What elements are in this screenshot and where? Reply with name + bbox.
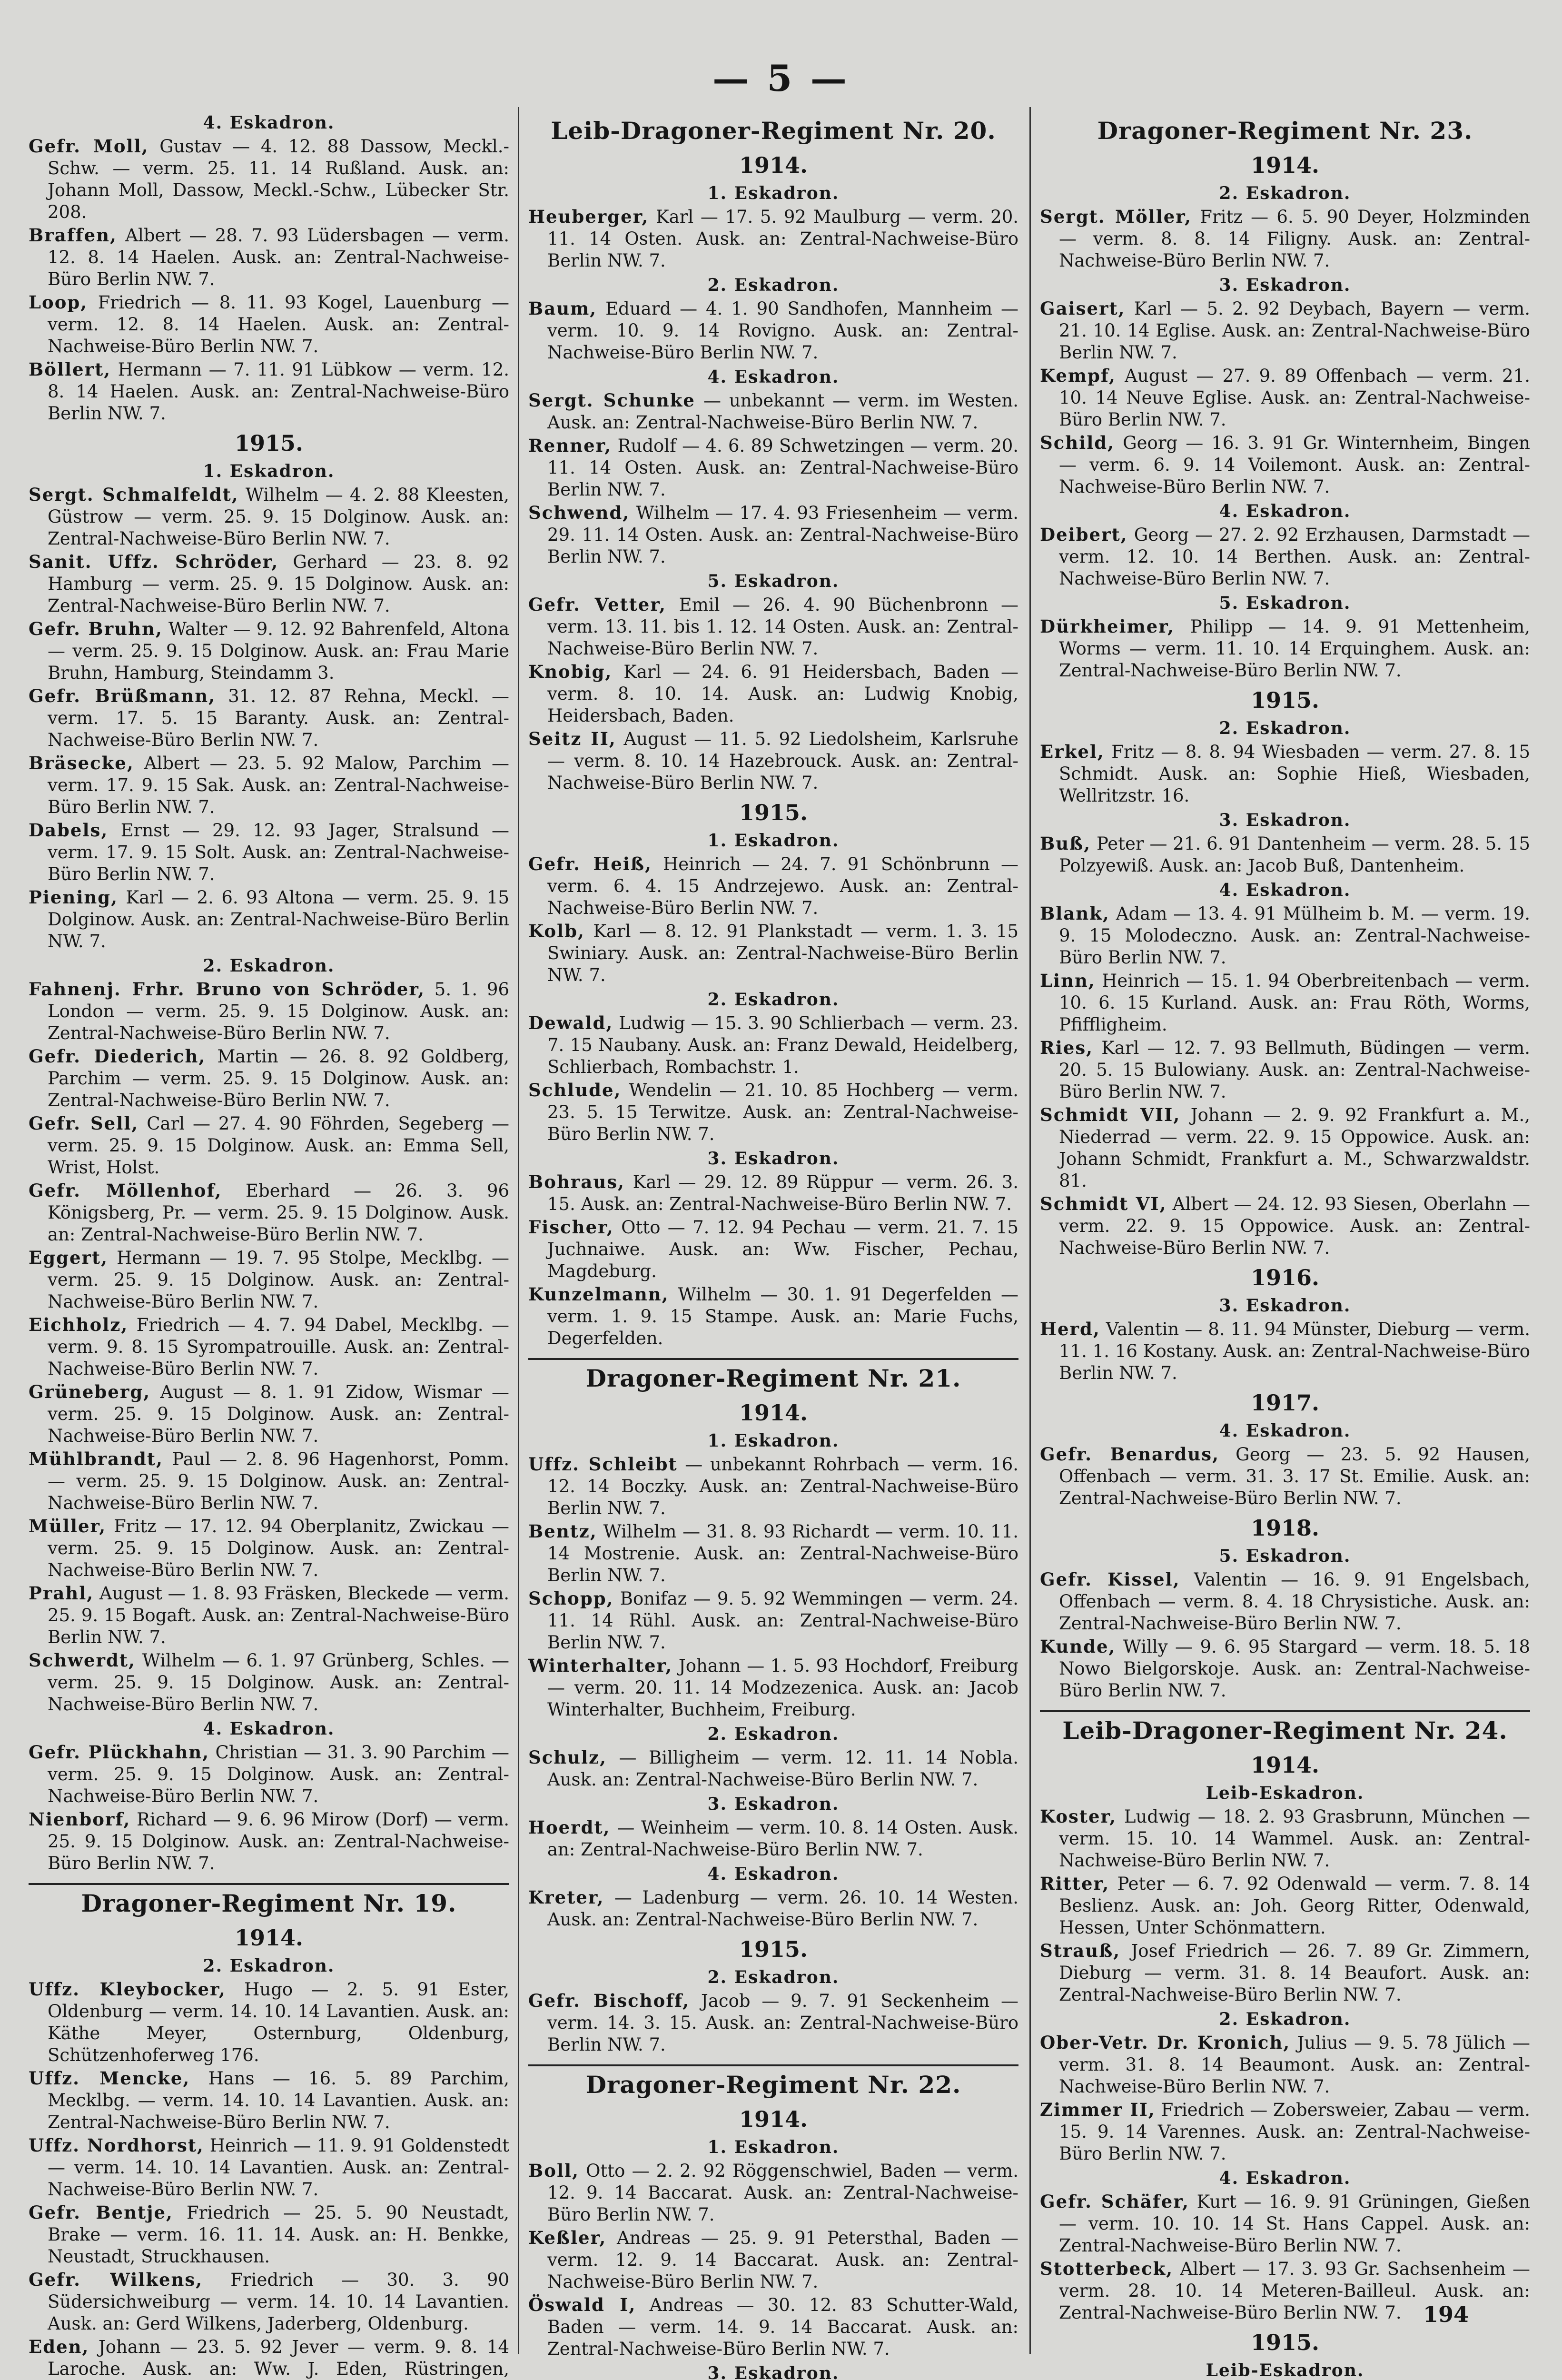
casualty-entry <box>528 1587 1018 1654</box>
entry-details: Philipp — 14. 9. 91 Mettenheim, Worms — verm. 11. 10. 14 Erquinghem. Ausk. an: Zentral-Nachweise-Büro Berlin NW. 7. <box>1059 616 1530 681</box>
entry-details: Wilhelm — 6. 1. 97 Grünberg, Schles. — verm. 25. 9. 15 Dolginow. Ausk. an: Zentral-Nachweise-Büro Berlin NW. 7. <box>48 1650 509 1715</box>
squadron-heading: 3. Eskadron. <box>1219 1296 1351 1316</box>
casualty-entry <box>29 1247 509 1313</box>
squadron-heading: 1. Eskadron. <box>707 831 840 851</box>
casualty-entry <box>1040 206 1530 272</box>
entry-name: Kunzelmann, <box>528 1284 669 1305</box>
entry-details: Peter — 21. 6. 91 Dantenheim — verm. 28. 5. 15 Polzyewiß. Ausk. an: Jacob Buß, Dantenheim. <box>1059 833 1530 876</box>
entry-name: Stotterbeck, <box>1040 2258 1174 2279</box>
casualty-entry <box>528 2160 1018 2226</box>
entry-name: Winterhalter, <box>528 1655 673 1676</box>
squadron-heading: 2. Eskadron. <box>707 275 840 295</box>
year-heading: 1915. <box>1250 2330 1320 2355</box>
squadron-heading: 1. Eskadron. <box>707 1431 840 1451</box>
entry-details: Otto — 2. 2. 92 Röggenschwiel, Baden — verm. 12. 9. 14 Baccarat. Ausk. an: Zentral-Nachweise-Büro Berlin NW. 7. <box>547 2161 1018 2225</box>
entry-name: Ober-Vetr. Dr. Kronich, <box>1040 2032 1291 2053</box>
footer-number: 194 <box>1423 2301 1469 2327</box>
entry-details: Wilhelm — 17. 4. 93 Friesenheim — verm. 29. 11. 14 Osten. Ausk. an: Zentral-Nachweise-Büro Berlin NW. 7. <box>547 503 1018 567</box>
entry-name: Heuberger, <box>528 206 649 227</box>
regiment-heading: Dragoner-Regiment Nr. 23. <box>1097 117 1473 145</box>
casualty-entry <box>29 618 509 684</box>
year-heading: 1916. <box>1250 1265 1320 1290</box>
casualty-entry <box>1040 524 1530 590</box>
casualty-entry <box>528 1655 1018 1721</box>
entry-name: Uffz. Schleibt <box>528 1454 678 1475</box>
entry-details: Georg — 16. 3. 91 Gr. Winternheim, Bingen — verm. 6. 9. 14 Voilemont. Ausk. an: Zentral-Nachweise-Büro Berlin NW. 7. <box>1059 433 1530 497</box>
squadron-heading: Leib-Eskadron. <box>1206 2360 1364 2380</box>
page-number: — 5 — <box>712 57 850 99</box>
entry-name: Gefr. Benardus, <box>1040 1444 1219 1465</box>
entry-details: Paul — 2. 8. 96 Hagenhorst, Pomm. — verm. 25. 9. 15 Dolginow. Ausk. an: Zentral-Nachweise-Büro Berlin NW. 7. <box>48 1449 509 1513</box>
entry-name: Uffz. Kleybocker, <box>29 1979 226 2000</box>
casualty-entry <box>1040 1873 1530 1939</box>
entry-details: August — 1. 8. 93 Fräsken, Bleckede — verm. 25. 9. 15 Bogaft. Ausk. an: Zentral-Nachweise-Büro Berlin NW. 7. <box>48 1583 509 1647</box>
entry-name: Gefr. Wilkens, <box>29 2269 203 2290</box>
entry-details: August — 8. 1. 91 Zidow, Wismar — verm. 25. 9. 15 Dolginow. Ausk. an: Zentral-Nachweise-Büro Berlin NW. 7. <box>48 1382 509 1446</box>
entry-details: Albert — 28. 7. 93 Lüdersbagen — verm. 12. 8. 14 Haelen. Ausk. an: Zentral-Nachweise-Büro Berlin NW. 7. <box>48 225 509 289</box>
squadron-heading: 5. Eskadron. <box>1219 1546 1351 1566</box>
entry-name: Nienborf, <box>29 1809 131 1830</box>
entry-details: Albert — 17. 3. 93 Gr. Sachsenheim — verm. 28. 10. 14 Meteren-Bailleul. Ausk. an: Zentral-Nachweise-Büro Berlin NW. 7. <box>1059 2259 1530 2323</box>
casualty-entry <box>1040 298 1530 364</box>
entry-details: 5. 1. 96 London — verm. 25. 9. 15 Dolginow. Ausk. an: Zentral-Nachweise-Büro Berlin NW. 7. <box>48 979 509 1043</box>
casualty-entry <box>528 1216 1018 1282</box>
regiment-heading: Leib-Dragoner-Regiment Nr. 20. <box>551 117 996 145</box>
casualty-entry <box>528 2227 1018 2293</box>
entry-name: Prahl, <box>29 1583 94 1604</box>
entry-name: Erkel, <box>1040 741 1105 762</box>
entry-name: Gefr. Brüßmann, <box>29 685 216 706</box>
entry-details: Bonifaz — 9. 5. 92 Wemmingen — verm. 24. 11. 14 Rühl. Ausk. an: Zentral-Nachweise-Büro Berlin NW. 7. <box>547 1588 1018 1653</box>
squadron-heading: 3. Eskadron. <box>707 1794 840 1814</box>
entry-name: Böllert, <box>29 359 111 380</box>
entry-details: — Billigheim — verm. 12. 11. 14 Nobla. Ausk. an: Zentral-Nachweise-Büro Berlin NW. 7. <box>547 1747 1018 1790</box>
entry-details: Heinrich — 15. 1. 94 Oberbreitenbach — verm. 10. 6. 15 Kurland. Ausk. an: Frau Röth, Worms, Pfiffligheim. <box>1059 971 1530 1035</box>
entry-name: Zimmer II, <box>1040 2099 1156 2120</box>
entry-details: Josef Friedrich — 26. 7. 89 Gr. Zimmern, Dieburg — verm. 31. 8. 14 Beaufort. Ausk. an: Zentral-Nachweise-Büro Berlin NW. 7. <box>1059 1941 1530 2005</box>
year-heading: 1914. <box>234 1925 304 1951</box>
entry-details: Fritz — 17. 12. 94 Oberplanitz, Zwickau — verm. 25. 9. 15 Dolginow. Ausk. an: Zentral-Nachweise-Büro Berlin NW. 7. <box>48 1516 509 1580</box>
entry-details: Fritz — 8. 8. 94 Wiesbaden — verm. 27. 8. 15 Schmidt. Ausk. an: Sophie Hieß, Wiesbaden, Wellritzstr. 16. <box>1059 742 1530 806</box>
squadron-heading: 4. Eskadron. <box>707 1864 840 1884</box>
casualty-entry <box>528 1012 1018 1078</box>
entry-details: Ernst — 29. 12. 93 Jager, Stralsund — verm. 17. 9. 15 Solt. Ausk. an: Zentral-Nachweise-Büro Berlin NW. 7. <box>48 820 509 884</box>
entry-name: Sergt. Schmalfeldt, <box>29 484 239 505</box>
entry-details: Carl — 27. 4. 90 Föhrden, Segeberg — verm. 25. 9. 15 Dolginow. Ausk. an: Emma Sell, Wrist, Holst. <box>48 1113 509 1178</box>
entry-name: Keßler, <box>528 2227 607 2248</box>
entry-details: Eduard — 4. 1. 90 Sandhofen, Mannheim — verm. 10. 9. 14 Rovigno. Ausk. an: Zentral-Nachweise-Büro Berlin NW. 7. <box>547 298 1018 363</box>
entry-name: Buß, <box>1040 833 1091 854</box>
casualty-entry <box>1040 1568 1530 1635</box>
casualty-entry <box>29 685 509 751</box>
entry-details: Hans — 16. 5. 89 Parchim, Mecklbg. — verm. 14. 10. 14 Lavantien. Ausk. an: Zentral-Nachweise-Büro Berlin NW. 7. <box>48 2068 510 2132</box>
column-right <box>1040 109 1531 2380</box>
entry-details: Heinrich — 11. 9. 91 Goldenstedt — verm. 14. 10. 14 Lavantien. Ausk. an: Zentral-Nachweise-Büro Berlin NW. 7. <box>48 2135 509 2200</box>
entry-name: Fahnenj. Frhr. Bruno von Schröder, <box>29 979 425 1000</box>
entry-name: Schmidt VII, <box>1040 1104 1181 1125</box>
entry-name: Bräsecke, <box>29 753 134 774</box>
entry-details: Christian — 31. 3. 90 Parchim — verm. 25. 9. 15 Dolginow. Ausk. an: Zentral-Nachweise-Büro Berlin NW. 7. <box>48 1742 509 1806</box>
squadron-heading: 2. Eskadron. <box>203 1956 335 1976</box>
entry-details: — unbekannt Rohrbach — verm. 16. 12. 14 Boczky. Ausk. an: Zentral-Nachweise-Büro Berlin NW. 7. <box>547 1454 1019 1518</box>
entry-details: Georg — 23. 5. 92 Hausen, Offenbach — verm. 31. 3. 17 St. Emilie. Ausk. an: Zentral-Nachweise-Büro Berlin NW. 7. <box>1059 1444 1530 1508</box>
casualty-entry <box>528 1079 1018 1145</box>
squadron-heading: 3. Eskadron. <box>707 1149 840 1169</box>
entry-name: Eden, <box>29 2336 89 2357</box>
entry-details: Gerhard — 23. 8. 92 Hamburg — verm. 25. 9. 15 Dolginow. Ausk. an: Zentral-Nachweise-Büro Berlin NW. 7. <box>48 552 510 616</box>
squadron-heading: 3. Eskadron. <box>707 2363 840 2380</box>
entry-name: Gefr. Plückhahn, <box>29 1742 210 1763</box>
casualty-entry <box>29 551 509 617</box>
entry-details: Wilhelm — 31. 8. 93 Richardt — verm. 10. 11. 14 Mostrenie. Ausk. an: Zentral-Nachweise-Büro Berlin NW. 7. <box>547 1521 1018 1586</box>
casualty-entry <box>29 1978 509 2066</box>
casualty-entry <box>528 1816 1018 1861</box>
entry-details: Hermann — 19. 7. 95 Stolpe, Mecklbg. — verm. 25. 9. 15 Dolginow. Ausk. an: Zentral-Nachweise-Büro Berlin NW. 7. <box>48 1248 509 1312</box>
casualty-entry <box>1040 615 1530 682</box>
casualty-entry <box>528 389 1018 434</box>
entry-details: Friedrich — Zobersweier, Zabau — verm. 15. 9. 14 Varennes. Ausk. an: Zentral-Nachweise-Büro Berlin NW. 7. <box>1059 2100 1530 2164</box>
squadron-heading: 2. Eskadron. <box>707 990 840 1010</box>
regiment-heading: Dragoner-Regiment Nr. 19. <box>29 1883 509 1919</box>
casualty-entry <box>29 1582 509 1648</box>
entry-name: Gaisert, <box>1040 298 1126 319</box>
entry-details: Karl — 24. 6. 91 Heidersbach, Baden — verm. 8. 10. 14. Ausk. an: Ludwig Knobig, Heidersbach, Baden. <box>547 662 1018 726</box>
squadron-heading: 5. Eskadron. <box>707 571 840 591</box>
entry-details: — unbekannt — verm. im Westen. Ausk. an: Zentral-Nachweise-Büro Berlin NW. 7. <box>547 390 1018 433</box>
casualty-entry <box>29 1314 509 1380</box>
entry-name: Schwerdt, <box>29 1650 136 1671</box>
entry-name: Gefr. Moll, <box>29 136 149 157</box>
entry-name: Seitz II, <box>528 728 616 749</box>
column-divider-right <box>1029 107 1031 2354</box>
casualty-entry <box>528 661 1018 727</box>
entry-details: Karl — 17. 5. 92 Maulburg — verm. 20. 11. 14 Osten. Ausk. an: Zentral-Nachweise-Büro Berlin NW. 7. <box>547 207 1018 271</box>
squadron-heading: 4. Eskadron. <box>203 1719 335 1739</box>
column-left <box>29 109 510 2379</box>
casualty-entry <box>528 1171 1018 1215</box>
entry-name: Bentz, <box>528 1521 597 1542</box>
casualty-entry <box>1040 1940 1530 2006</box>
entry-name: Renner, <box>528 435 612 456</box>
entry-details: Richard — 9. 6. 96 Mirow (Dorf) — verm. 25. 9. 15 Dolginow. Ausk. an: Zentral-Nachweise-Büro Berlin NW. 7. <box>48 1809 509 1874</box>
casualty-entry <box>1040 1318 1530 1384</box>
casualty-entry <box>29 484 509 550</box>
entry-details: Wilhelm — 4. 2. 88 Kleesten, Güstrow — verm. 25. 9. 15 Dolginow. Ausk. an: Zentral-Nachweise-Büro Berlin NW. 7. <box>48 485 509 549</box>
entry-name: Sanit. Uffz. Schröder, <box>29 551 279 572</box>
squadron-heading: 2. Eskadron. <box>707 1724 840 1744</box>
entry-name: Kolb, <box>528 921 585 942</box>
casualty-entry <box>528 728 1018 794</box>
squadron-heading: Leib-Eskadron. <box>1206 1783 1364 1803</box>
entry-details: Martin — 26. 8. 92 Goldberg, Parchim — verm. 25. 9. 15 Dolginow. Ausk. an: Zentral-Nachweise-Büro Berlin NW. 7. <box>48 1046 509 1111</box>
entry-details: Heinrich — 24. 7. 91 Schönbrunn — verm. 6. 4. 15 Andrzejewo. Ausk. an: Zentral-Nachweise-Büro Berlin NW. 7. <box>547 854 1018 918</box>
casualty-entry <box>528 502 1018 568</box>
entry-name: Eichholz, <box>29 1314 129 1335</box>
entry-name: Strauß, <box>1040 1940 1121 1961</box>
entry-name: Dewald, <box>528 1012 613 1033</box>
casualty-entry <box>29 978 509 1044</box>
casualty-entry <box>528 1453 1018 1519</box>
year-heading: 1914. <box>739 152 808 178</box>
entry-name: Gefr. Bruhn, <box>29 618 163 639</box>
entry-details: Ludwig — 18. 2. 93 Grasbrunn, München — verm. 15. 10. 14 Wammel. Ausk. an: Zentral-Nachweise-Büro Berlin NW. 7. <box>1059 1806 1530 1871</box>
entry-details: Adam — 13. 4. 91 Mülheim b. M. — verm. 19. 9. 15 Molodeczno. Ausk. an: Zentral-Nachweise-Büro Berlin NW. 7. <box>1059 903 1530 968</box>
entry-details: Fritz — 6. 5. 90 Deyer, Holzminden — verm. 8. 8. 14 Filigny. Ausk. an: Zentral-Nachweise-Büro Berlin NW. 7. <box>1059 207 1531 271</box>
entry-name: Gefr. Schäfer, <box>1040 2191 1190 2212</box>
entry-details: Peter — 6. 7. 92 Odenwald — verm. 7. 8. 14 Beslienz. Ausk. an: Joh. Georg Ritter, Odenwald, Hessen, Unter Schönmattern. <box>1059 1874 1530 1938</box>
entry-name: Sergt. Schunke <box>528 390 695 411</box>
squadron-heading: 1. Eskadron. <box>203 461 335 481</box>
entry-details: Albert — 24. 12. 93 Siesen, Oberlahn — verm. 22. 9. 15 Oppowice. Ausk. an: Zentral-Nachweise-Büro Berlin NW. 7. <box>1059 1194 1530 1258</box>
casualty-entry <box>29 2134 509 2201</box>
casualty-entry <box>528 298 1018 364</box>
regiment-heading: Leib-Dragoner-Regiment Nr. 24. <box>1040 1710 1530 1746</box>
entry-details: August — 11. 5. 92 Liedolsheim, Karlsruhe — verm. 8. 10. 14 Hazebrouck. Ausk. an: Zentral-Nachweise-Büro Berlin NW. 7. <box>547 729 1019 793</box>
entry-name: Gefr. Sell, <box>29 1113 139 1134</box>
entry-name: Herd, <box>1040 1319 1100 1339</box>
entry-details: Emil — 26. 4. 90 Büchenbronn — verm. 13. 11. bis 1. 12. 14 Osten. Ausk. an: Zentral-Nachweise-Büro Berlin NW. 7. <box>547 595 1019 659</box>
entry-name: Gefr. Heiß, <box>528 853 652 874</box>
entry-name: Ries, <box>1040 1037 1094 1058</box>
year-heading: 1915. <box>739 800 808 825</box>
casualty-entry <box>1040 970 1530 1036</box>
entry-details: — Weinheim — verm. 10. 8. 14 Osten. Ausk. an: Zentral-Nachweise-Büro Berlin NW. 7. <box>547 1817 1018 1860</box>
entry-details: Wilhelm — 30. 1. 91 Degerfelden — verm. 1. 9. 15 Stampe. Ausk. an: Marie Fuchs, Degerfelden. <box>547 1284 1018 1349</box>
entry-name: Baum, <box>528 298 597 319</box>
casualty-entry <box>528 1746 1018 1791</box>
casualty-entry <box>29 886 509 952</box>
entry-name: Mühlbrandt, <box>29 1448 163 1469</box>
entry-name: Gefr. Diederich, <box>29 1046 206 1067</box>
entry-name: Bohraus, <box>528 1171 625 1192</box>
entry-details: Eberhard — 26. 3. 96 Königsberg, Pr. — verm. 25. 9. 15 Dolginow. Ausk. an: Zentral-Nachweise-Büro Berlin NW. 7. <box>48 1180 509 1245</box>
entry-name: Müller, <box>29 1516 107 1537</box>
entry-name: Schopp, <box>528 1588 614 1609</box>
casualty-entry <box>29 224 509 290</box>
entry-name: Schulz, <box>528 1747 607 1768</box>
casualty-entry <box>29 1649 509 1716</box>
casualty-entry <box>528 1990 1018 2056</box>
entry-name: Kempf, <box>1040 365 1116 386</box>
year-heading: 1914. <box>739 1400 808 1426</box>
casualty-entry <box>528 920 1018 986</box>
entry-details: Albert — 23. 5. 92 Malow, Parchim — verm. 17. 9. 15 Sak. Ausk. an: Zentral-Nachweise-Büro Berlin NW. 7. <box>48 753 509 817</box>
entry-name: Eggert, <box>29 1247 108 1268</box>
entry-name: Gefr. Bischoff, <box>528 1990 690 2011</box>
casualty-entry <box>29 819 509 885</box>
casualty-entry <box>29 1045 509 1111</box>
year-heading: 1917. <box>1250 1390 1320 1416</box>
casualty-entry <box>528 594 1018 660</box>
casualty-entry <box>528 1520 1018 1587</box>
entry-details: Gustav — 4. 12. 88 Dassow, Meckl.-Schw. — verm. 25. 11. 14 Rußland. Ausk. an: Johann Moll, Dassow, Meckl.-Schw., Lübecker Str. 208. <box>48 136 509 222</box>
entry-details: Johann — 23. 5. 92 Jever — verm. 9. 8. 14 Laroche. Ausk. an: Ww. J. Eden, Rüstringen, <box>48 2337 509 2379</box>
entry-details: Hermann — 7. 11. 91 Lübkow — verm. 12. 8. 14 Haelen. Ausk. an: Zentral-Nachweise-Büro Berlin NW. 7. <box>48 359 509 424</box>
column-divider-left <box>518 107 519 2354</box>
casualty-entry <box>528 435 1018 501</box>
casualty-entry <box>1040 833 1530 877</box>
entry-details: Julius — 9. 5. 78 Jülich — verm. 31. 8. 14 Beaumont. Ausk. an: Zentral-Nachweise-Büro Berlin NW. 7. <box>1059 2033 1530 2097</box>
entry-name: Braffen, <box>29 225 117 246</box>
casualty-entry <box>29 1808 509 1874</box>
entry-name: Boll, <box>528 2160 579 2181</box>
casualty-entry <box>1040 365 1530 431</box>
year-heading: 1918. <box>1250 1515 1320 1541</box>
year-heading: 1915. <box>234 430 304 456</box>
entry-details: Johann — 1. 5. 93 Hochdorf, Freiburg — verm. 20. 11. 14 Modzezenica. Ausk. an: Jacob Winterhalter, Buchheim, Freiburg. <box>547 1656 1018 1720</box>
entry-name: Knobig, <box>528 661 613 682</box>
entry-details: Rudolf — 4. 6. 89 Schwetzingen — verm. 20. 11. 14 Osten. Ausk. an: Zentral-Nachweise-Büro Berlin NW. 7. <box>547 436 1018 500</box>
casualty-entry <box>528 1886 1018 1931</box>
entry-details: Walter — 9. 12. 92 Bahrenfeld, Altona — verm. 25. 9. 15 Dolginow. Ausk. an: Frau Marie Bruhn, Hamburg, Steindamm 3. <box>48 619 509 683</box>
entry-name: Dabels, <box>29 820 109 841</box>
entry-details: Valentin — 16. 9. 91 Engelsbach, Offenbach — verm. 8. 4. 18 Chrysistiche. Ausk. an: Zentral-Nachweise-Büro Berlin NW. 7. <box>1059 1569 1530 1634</box>
entry-name: Loop, <box>29 292 88 313</box>
squadron-heading: 3. Eskadron. <box>1219 810 1351 830</box>
casualty-entry <box>1040 2191 1530 2257</box>
squadron-heading: 2. Eskadron. <box>707 1967 840 1987</box>
casualty-entry <box>29 2202 509 2268</box>
squadron-heading: 4. Eskadron. <box>1219 2168 1351 2188</box>
regiment-heading: Dragoner-Regiment Nr. 22. <box>528 2064 1018 2101</box>
entry-details: Friedrich — 4. 7. 94 Dabel, Mecklbg. — verm. 9. 8. 15 Syrompatrouille. Ausk. an: Zentral-Nachweise-Büro Berlin NW. 7. <box>48 1315 509 1379</box>
entry-details: Wendelin — 21. 10. 85 Hochberg — verm. 23. 5. 15 Terwitze. Ausk. an: Zentral-Nachweise-Büro Berlin NW. 7. <box>547 1080 1018 1144</box>
entry-name: Fischer, <box>528 1217 614 1238</box>
entry-name: Uffz. Nordhorst, <box>29 2135 204 2156</box>
casualty-entry <box>29 1741 509 1807</box>
casualty-entry <box>29 1448 509 1514</box>
casualty-entry <box>29 1112 509 1179</box>
entry-details: August — 27. 9. 89 Offenbach — verm. 21. 10. 14 Neuve Eglise. Ausk. an: Zentral-Nachweise-Büro Berlin NW. 7. <box>1059 366 1530 430</box>
casualty-entry <box>29 135 509 223</box>
entry-details: Otto — 7. 12. 94 Pechau — verm. 21. 7. 15 Juchnaiwe. Ausk. an: Ww. Fischer, Pechau, Magdeburg. <box>547 1217 1018 1281</box>
entry-details: Friedrich — 8. 11. 93 Kogel, Lauenburg — verm. 12. 8. 14 Haelen. Ausk. an: Zentral-Nachweise-Büro Berlin NW. 7. <box>48 292 509 357</box>
entry-name: Schmidt VI, <box>1040 1193 1167 1214</box>
casualty-entry <box>1040 2032 1530 2098</box>
entry-name: Kreter, <box>528 1887 604 1908</box>
entry-details: Karl — 29. 12. 89 Rüppur — verm. 26. 3. 15. Ausk. an: Zentral-Nachweise-Büro Berlin NW. 7. <box>547 1172 1018 1214</box>
entry-name: Gefr. Bentje, <box>29 2202 173 2223</box>
entry-details: Andreas — 25. 9. 91 Petersthal, Baden — verm. 12. 9. 14 Baccarat. Ausk. an: Zentral-Nachweise-Büro Berlin NW. 7. <box>547 2228 1018 2292</box>
entry-name: Koster, <box>1040 1806 1117 1827</box>
casualty-entry <box>29 291 509 357</box>
squadron-heading: 4. Eskadron. <box>707 367 840 387</box>
entry-details: 31. 12. 87 Rehna, Meckl. — verm. 17. 5. 15 Baranty. Ausk. an: Zentral-Nachweise-Büro Berlin NW. 7. <box>48 686 509 750</box>
entry-details: Andreas — 30. 12. 83 Schutter-Wald, Baden — verm. 14. 9. 14 Baccarat. Ausk. an: Zentral-Nachweise-Büro Berlin NW. 7. <box>547 2295 1018 2359</box>
squadron-heading: 4. Eskadron. <box>1219 501 1351 521</box>
year-heading: 1914. <box>1250 1752 1320 1778</box>
casualty-entry <box>29 1180 509 1246</box>
entry-details: Kurt — 16. 9. 91 Grüningen, Gießen — verm. 10. 10. 14 St. Hans Cappel. Ausk. an: Zentral-Nachweise-Büro Berlin NW. 7. <box>1059 2192 1531 2256</box>
entry-name: Hoerdt, <box>528 1817 611 1838</box>
squadron-heading: 4. Eskadron. <box>1219 880 1351 900</box>
column-middle <box>528 109 1019 2380</box>
casualty-entry <box>528 206 1018 272</box>
squadron-heading: 4. Eskadron. <box>203 113 335 133</box>
entry-name: Uffz. Mencke, <box>29 2068 190 2089</box>
entry-details: Willy — 9. 6. 95 Stargard — verm. 18. 5. 18 Nowo Bielgorskoje. Ausk. an: Zentral-Nachweise-Büro Berlin NW. 7. <box>1059 1636 1530 1701</box>
casualty-entry <box>29 752 509 818</box>
casualty-entry <box>1040 1037 1530 1103</box>
entry-name: Piening, <box>29 887 119 908</box>
year-heading: 1915. <box>739 1936 808 1962</box>
casualty-entry <box>1040 1443 1530 1509</box>
entry-name: Blank, <box>1040 903 1110 924</box>
entry-name: Linn, <box>1040 970 1096 991</box>
squadron-heading: 1. Eskadron. <box>707 183 840 203</box>
entry-name: Schwend, <box>528 502 630 523</box>
casualty-entry <box>1040 2099 1530 2165</box>
squadron-heading: 2. Eskadron. <box>203 956 335 976</box>
entry-details: Johann — 2. 9. 92 Frankfurt a. M., Niederrad — verm. 22. 9. 15 Oppowice. Ausk. an: Johann Schmidt, Frankfurt a. M., Schwarzwaldstr. 81. <box>1059 1105 1530 1191</box>
entry-details: Karl — 2. 6. 93 Altona — verm. 25. 9. 15 Dolginow. Ausk. an: Zentral-Nachweise-Büro Berlin NW. 7. <box>48 887 509 952</box>
entry-name: Sergt. Möller, <box>1040 206 1192 227</box>
casualty-entry <box>528 853 1018 919</box>
year-heading: 1915. <box>1250 687 1320 713</box>
entry-details: — Ladenburg — verm. 26. 10. 14 Westen. Ausk. an: Zentral-Nachweise-Büro Berlin NW. 7. <box>547 1887 1018 1930</box>
casualty-entry <box>1040 1805 1530 1872</box>
casualty-entry <box>1040 432 1530 498</box>
entry-name: Kunde, <box>1040 1636 1116 1657</box>
entry-name: Ritter, <box>1040 1873 1110 1894</box>
casualty-entry <box>29 1515 509 1581</box>
squadron-heading: 3. Eskadron. <box>1219 275 1351 295</box>
casualty-entry <box>29 2336 509 2380</box>
entry-name: Grüneberg, <box>29 1381 151 1402</box>
casualty-entry <box>1040 1193 1530 1259</box>
entry-name: Öswald I, <box>528 2294 636 2315</box>
squadron-heading: 2. Eskadron. <box>1219 2009 1351 2029</box>
casualty-entry <box>1040 902 1530 969</box>
entry-details: Karl — 5. 2. 92 Deybach, Bayern — verm. 21. 10. 14 Eglise. Ausk. an: Zentral-Nachweise-Büro Berlin NW. 7. <box>1059 298 1530 363</box>
entry-name: Gefr. Kissel, <box>1040 1569 1180 1590</box>
squadron-heading: 2. Eskadron. <box>1219 718 1351 738</box>
casualty-entry <box>1040 1104 1530 1192</box>
casualty-entry <box>29 2067 509 2133</box>
squadron-heading: 5. Eskadron. <box>1219 593 1351 613</box>
casualty-entry <box>29 2269 509 2335</box>
entry-details: Friedrich — 25. 5. 90 Neustadt, Brake — verm. 16. 11. 14. Ausk. an: H. Benkke, Neustadt, Struckhausen. <box>48 2202 509 2267</box>
regiment-heading: Dragoner-Regiment Nr. 21. <box>528 1358 1018 1394</box>
casualty-entry <box>29 1381 509 1447</box>
casualty-entry <box>528 2294 1018 2360</box>
year-heading: 1914. <box>739 2106 808 2132</box>
squadron-heading: 4. Eskadron. <box>1219 1421 1351 1441</box>
entry-name: Gefr. Möllenhof, <box>29 1180 222 1201</box>
entry-details: Valentin — 8. 11. 94 Münster, Dieburg — verm. 11. 1. 16 Kostany. Ausk. an: Zentral-Nachweise-Büro Berlin NW. 7. <box>1059 1319 1530 1383</box>
entry-details: Friedrich — 30. 3. 90 Südersichweiburg — verm. 14. 10. 14 Lavantien. Ausk. an: Gerd Wilkens, Jaderberg, Oldenburg. <box>48 2270 509 2334</box>
year-heading: 1914. <box>1250 152 1320 178</box>
casualty-entry <box>29 358 509 425</box>
entry-name: Deibert, <box>1040 524 1128 545</box>
entry-details: Ludwig — 15. 3. 90 Schlierbach — verm. 23. 7. 15 Naubany. Ausk. an: Franz Dewald, Heidelberg, Schlierbach, Rombachstr. 1. <box>547 1013 1018 1077</box>
entry-details: Hugo — 2. 5. 91 Ester, Oldenburg — verm. 14. 10. 14 Lavantien. Ausk. an: Käthe Meyer, Osternburg, Oldenburg, Schützenhoferweg 176. <box>48 1979 509 2065</box>
squadron-heading: 2. Eskadron. <box>1219 183 1351 203</box>
entry-details: Georg — 27. 2. 92 Erzhausen, Darmstadt — verm. 12. 10. 14 Berthen. Ausk. an: Zentral-Nachweise-Büro Berlin NW. 7. <box>1059 525 1530 589</box>
entry-details: Jacob — 9. 7. 91 Seckenheim — verm. 14. 3. 15. Ausk. an: Zentral-Nachweise-Büro Berlin NW. 7. <box>547 1991 1018 2055</box>
entry-details: Karl — 8. 12. 91 Plankstadt — verm. 1. 3. 15 Swiniary. Ausk. an: Zentral-Nachweise-Büro Berlin NW. 7. <box>547 921 1018 985</box>
entry-name: Schild, <box>1040 432 1115 453</box>
casualty-entry <box>1040 741 1530 807</box>
squadron-heading: 1. Eskadron. <box>707 2137 840 2157</box>
entry-name: Schlude, <box>528 1080 622 1101</box>
casualty-entry <box>528 1283 1018 1349</box>
entry-details: Karl — 12. 7. 93 Bellmuth, Büdingen — verm. 20. 5. 15 Bulowiany. Ausk. an: Zentral-Nachweise-Büro Berlin NW. 7. <box>1059 1038 1530 1102</box>
casualty-entry <box>1040 1636 1530 1702</box>
entry-name: Gefr. Vetter, <box>528 594 667 615</box>
entry-name: Dürkheimer, <box>1040 616 1175 637</box>
